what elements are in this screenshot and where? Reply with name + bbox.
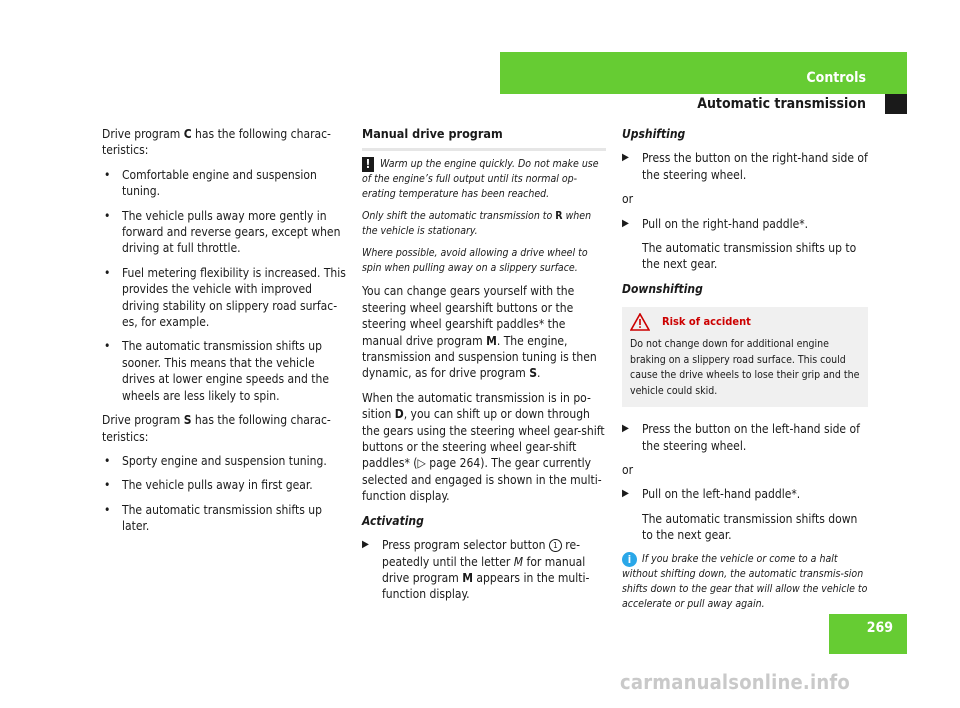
paragraph: When the automatic transmission is in po-sition D, you can shift up or down through the gears using the steering wheel gear-shift buttons or the steering wheel gear-shift paddles* (▷ page 264). The gear currently selected and engaged is shown in the multi-function display. [362, 390, 605, 504]
step-item: ▶ Pull on the left-hand paddle*. [622, 487, 801, 502]
warning-header [630, 313, 860, 331]
page-title: Automatic transmission [697, 96, 866, 112]
warning-title: Risk of accident [662, 315, 751, 329]
arrow-right-icon: ▶ [622, 423, 629, 435]
step-item: ▶ Pull on the right-hand paddle*. [622, 216, 809, 231]
bullet-icon: • [104, 453, 111, 468]
list-item: • The automatic transmission shifts up later. [104, 502, 322, 534]
caution-note: ! Warm up the engine quickly. Do not make use of the engine’s full output until its normal op-erating temperature has been reached. [362, 157, 599, 201]
paragraph: You can change gears yourself with the steering wheel gearshift buttons or the steering wheel gearshift paddles* the manual drive program M. The engine, transmission and suspension tuning is then dynamic, as for drive program S. [362, 284, 597, 381]
arrow-right-icon: ▶ [622, 488, 629, 500]
step-result: The automatic transmission shifts up to the next gear. [642, 241, 857, 272]
column-3 [622, 126, 868, 619]
section-label: Controls [806, 70, 866, 86]
subheading-activating: Activating [362, 513, 424, 528]
warning-text: Do not change down for additional engine braking on a slippery road surface. This could cause the drive wheels to lose their grip and the vehicle could skid. [630, 338, 860, 397]
step-result: The automatic transmission shifts down to the next gear. [642, 511, 858, 543]
step-item: ▶ Press the button on the right-hand side of the steering wheel. [622, 151, 868, 182]
list-item: • Fuel metering flexibility is increased. This provides the vehicle with improved driving stability on slippery road surfac-es, for example. [104, 265, 346, 330]
list-item: • The vehicle pulls away in first gear. [104, 478, 313, 493]
info-note: i If you brake the vehicle or come to a halt without shifting down, the automatic transmis-sion shifts down to the gear that will allow the vehicle to accelerate or pull away again. [622, 552, 868, 610]
footer-watermark: carmanualsonline.info [620, 670, 850, 694]
bullet-icon: • [104, 478, 111, 493]
arrow-right-icon: ▶ [622, 152, 629, 164]
list-item: • The vehicle pulls away more gently in forward and reverse gears, except when driving at full throttle. [104, 208, 341, 256]
button-number-icon: 1 [549, 539, 562, 552]
drive-program-c-intro: Drive program C has the following charac-teristics: [102, 127, 331, 158]
bullet-icon: • [104, 265, 111, 280]
bullet-icon: • [104, 502, 111, 517]
step-item: ▶ Press the button on the left-hand side of the steering wheel. [622, 422, 860, 453]
list-item: • The automatic transmission shifts up sooner. This means that the vehicle drives at lower engine speeds and the wheels are less likely to spin. [104, 339, 329, 403]
subheading-upshifting: Upshifting [622, 127, 686, 141]
page-number: 269 [866, 620, 893, 636]
step-item: ▶ Press program selector button 1 re-peatedly until the letter M for manual drive program M appears in the multi-function display. [362, 538, 590, 602]
column-1 [102, 126, 350, 543]
bullet-icon: • [104, 339, 111, 354]
or-text: or [622, 463, 634, 478]
bullet-icon: • [104, 208, 111, 223]
list-item: • Comfortable engine and suspension tuning. [104, 167, 317, 199]
bullet-icon: • [104, 167, 111, 182]
arrow-right-icon: ▶ [362, 539, 369, 551]
page-reference: ▷ page 264). The gear currently selected and engaged is shown in the multi-function display. [362, 456, 602, 504]
section-heading: Manual drive program [362, 126, 606, 151]
list-item: • Sporty engine and suspension tuning. [104, 453, 327, 468]
warning-triangle-icon [630, 313, 650, 331]
caution-note: Only shift the automatic transmission to R when the vehicle is stationary. [362, 210, 592, 238]
exclamation-icon: ! [362, 157, 374, 172]
header-marker [885, 94, 907, 114]
column-2 [362, 126, 606, 611]
info-icon: i [622, 552, 637, 567]
warning-box [622, 307, 868, 407]
page-number-box [829, 614, 907, 654]
drive-program-s-intro: Drive program S has the following charac-teristics: [102, 413, 331, 444]
or-text: or [622, 192, 634, 207]
subheading-downshifting: Downshifting [622, 281, 703, 296]
arrow-right-icon: ▶ [622, 217, 629, 229]
caution-note: Where possible, avoid allowing a drive wheel to spin when pulling away on a slippery surface. [362, 247, 588, 275]
